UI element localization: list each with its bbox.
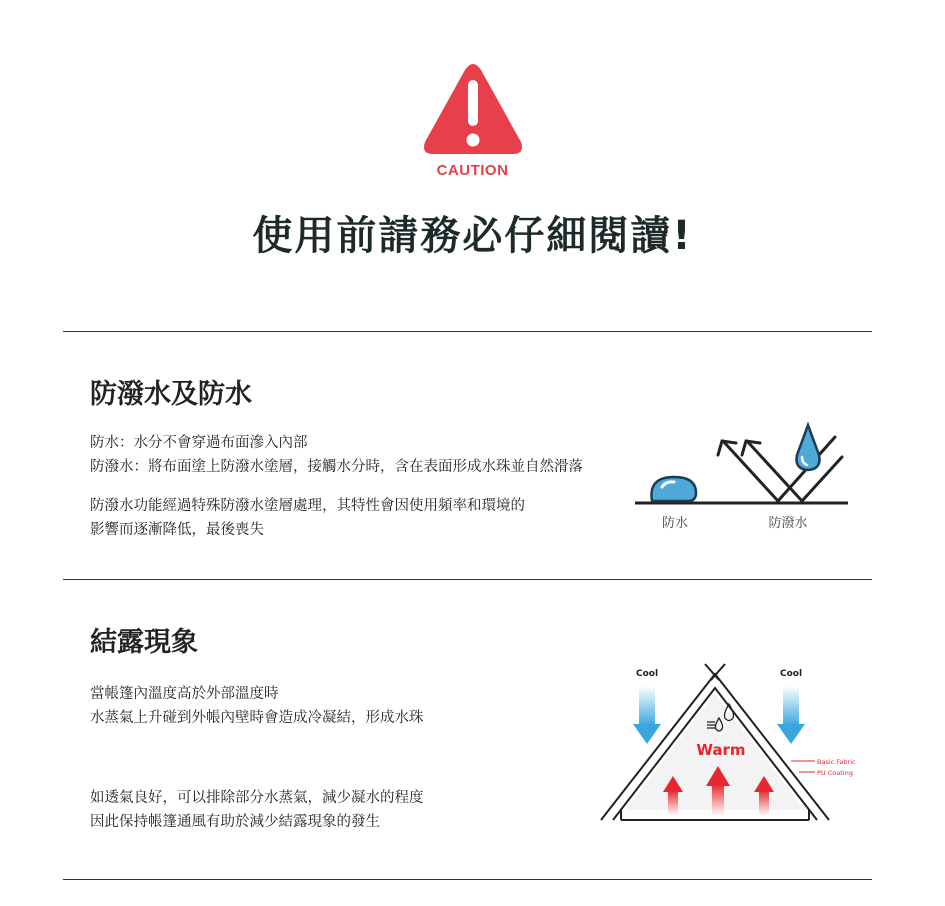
text-line: 防潑水：將布面塗上防潑水塗層，接觸水分時，含在表面形成水珠並自然滑落 (90, 459, 583, 475)
section-heading-waterproof: 防潑水及防水 (90, 379, 252, 410)
text-line: 防水：水分不會穿過布面滲入內部 (90, 435, 308, 451)
label-cool-left: Cool (635, 669, 659, 679)
legend-pu-coating: PU Coating (817, 769, 853, 777)
divider (63, 579, 872, 580)
text-line: 影響而逐漸降低，最後喪失 (90, 522, 264, 538)
text-line: 水蒸氣上升碰到外帳內壁時會造成冷凝結，形成水珠 (90, 710, 424, 726)
page-title: 使用前請務必仔細閱讀! (252, 213, 693, 259)
text-line: 如透氣良好，可以排除部分水蒸氣，減少凝水的程度 (90, 790, 424, 806)
condensation-diagram (595, 660, 865, 830)
warning-triangle-icon (421, 62, 525, 158)
label-warm: Warm (696, 741, 746, 759)
text-line: 防潑水功能經過特殊防潑水塗層處理，其特性會因使用頻率和環境的 (90, 498, 525, 514)
caution-label: CAUTION (436, 162, 509, 179)
label-waterproof: 防水 (661, 516, 689, 531)
label-cool-right: Cool (779, 669, 803, 679)
water-drop-icon (796, 425, 819, 470)
caution-header (0, 62, 945, 179)
cool-air-arrow-right (777, 686, 805, 744)
divider (63, 879, 872, 880)
section-heading-condensation: 結露現象 (90, 627, 198, 658)
cool-air-arrow-left (633, 686, 661, 744)
legend-basic-fabric: Basic Fabric (817, 758, 856, 766)
text-line: 因此保持帳篷通風有助於減少結露現象的發生 (90, 814, 380, 830)
waterproof-diagram (630, 415, 860, 540)
bounce-arrows-icon (718, 437, 842, 501)
label-water-repellent: 防潑水 (768, 516, 808, 531)
divider (63, 331, 872, 332)
text-line: 當帳篷內溫度高於外部溫度時 (90, 686, 279, 702)
